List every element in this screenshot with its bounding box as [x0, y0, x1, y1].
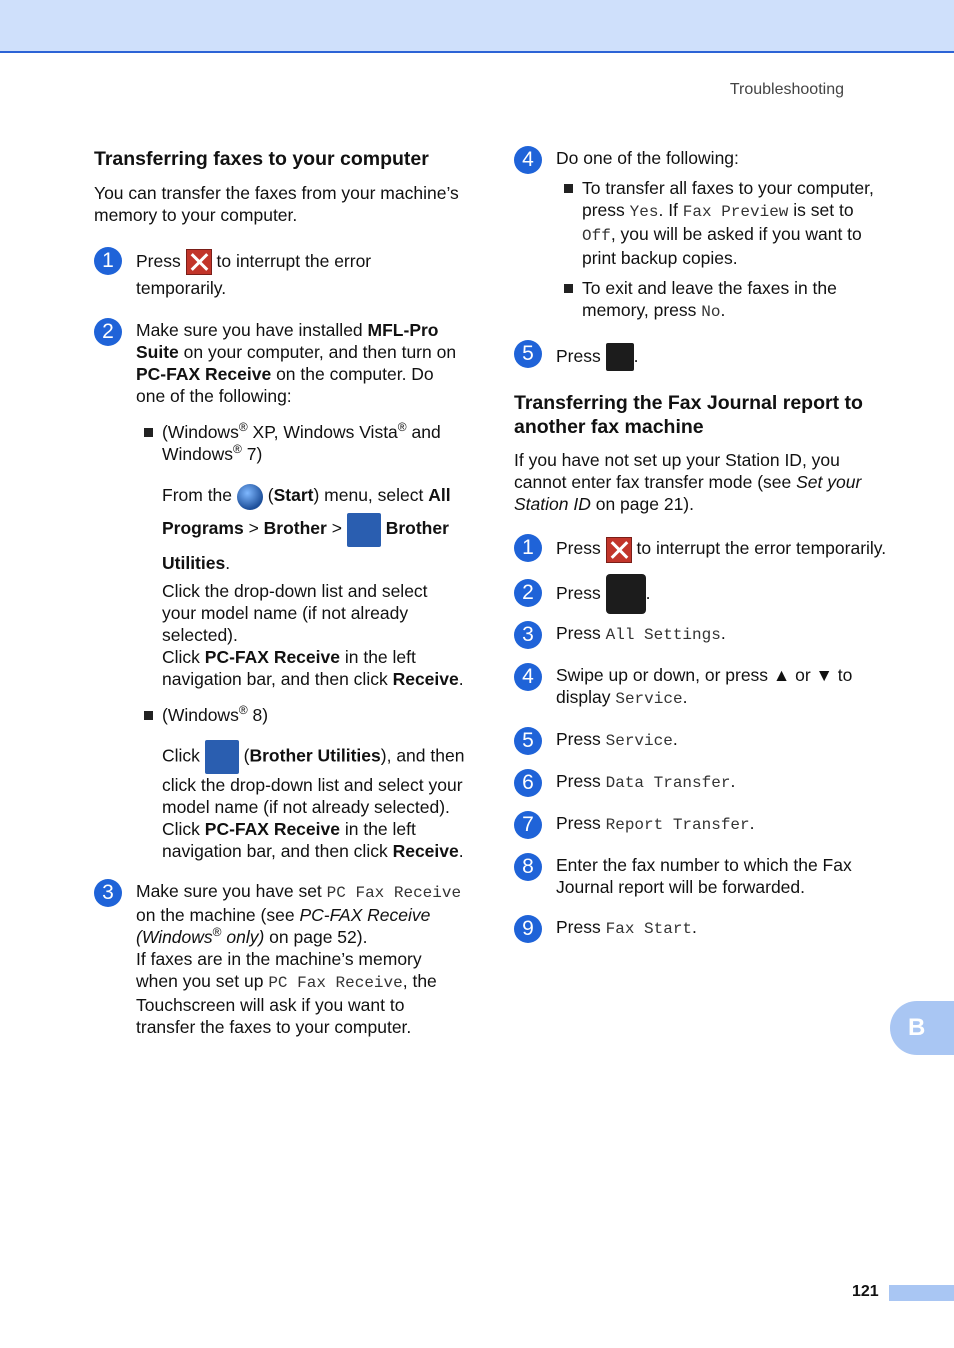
step-2: 2 Make sure you have installed MFL-Pro Suite on your computer, and then turn on PC-FAX Receive on the computer. Do one of the following: (Windows® XP, Windows Vista® and Windows® 7) From the (Start) menu, select All Programs > Brother > Brother Utilities. Click the drop-down list and select your model name (if not already selected). Click PC-FAX Receive in the left navigation bar, and then click Receive. (Windows® 8) Click (Brother Utilities), and then click the drop-down list and select your model name (if not already selected). Click PC-FAX Receive in the left navigation bar, and then click Receive. [94, 319, 466, 861]
bullet-exit: To exit and leave the faxes in the memory, press No. [562, 277, 889, 323]
page-number-bar [889, 1285, 954, 1301]
cancel-x-icon [186, 249, 212, 275]
journal-step-9: 9 Press Fax Start. [514, 916, 889, 940]
brother-utilities-icon [205, 740, 239, 774]
journal-step-3: 3 Press All Settings. [514, 622, 889, 646]
journal-step-4: 4 Swipe up or down, or press ▲ or ▼ to display Service. [514, 664, 889, 710]
right-column [514, 147, 889, 940]
intro-paragraph: If you have not set up your Station ID, you cannot enter fax transfer mode (see Set your Station ID on page 21). [514, 450, 862, 515]
step-number: 4 [514, 146, 542, 174]
bullet-windows-8: (Windows® 8) Click (Brother Utilities), and then click the drop-down list and select your model name (if not already selected). Click PC-FAX Receive in the left navigation bar, and then click Receive. [142, 704, 466, 862]
step-number: 3 [94, 879, 122, 907]
intro-paragraph: You can transfer the faxes from your machine’s memory to your computer. [94, 183, 459, 225]
step-5: 5 Press . [514, 341, 889, 371]
journal-step-7: 7 Press Report Transfer. [514, 812, 889, 836]
tools-icon [606, 574, 646, 614]
bullet-windows-7: (Windows® XP, Windows Vista® and Windows® 7) From the (Start) menu, select All Programs > Brother > Brother Utilities. Click the drop-down list and select your model name (if not already selected). Click PC-FAX Receive in the left navigation bar, and then click Receive. [142, 421, 466, 689]
journal-step-5: 5 Press Service. [514, 728, 889, 752]
running-title: Troubleshooting [729, 81, 844, 98]
journal-step-1: 1 Press to interrupt the error temporarily. [514, 535, 889, 562]
step-1: 1 Press to interrupt the error temporarily. [94, 248, 466, 301]
step-number: 5 [514, 340, 542, 368]
windows-start-icon [237, 484, 263, 510]
left-column [94, 147, 466, 1038]
section-heading: Transferring faxes to your computer [94, 148, 429, 170]
home-icon [606, 343, 634, 371]
step-4: 4 Do one of the following: To transfer all faxes to your computer, press Yes. If Fax Preview is set to Off, you will be asked if you want to print backup copies. To exit and leave the faxes in the memory, press No. [514, 147, 889, 323]
bullet-transfer-all: To transfer all faxes to your computer, press Yes. If Fax Preview is set to Off, you will be asked if you want to print backup copies. [562, 177, 889, 269]
page-number: 121 [852, 1283, 879, 1300]
chapter-tab: B [890, 1001, 954, 1055]
journal-step-6: 6 Press Data Transfer. [514, 770, 889, 794]
step-number: 2 [94, 318, 122, 346]
step-number: 1 [94, 247, 122, 275]
cancel-x-icon [606, 537, 632, 563]
brother-utilities-icon [347, 513, 381, 547]
journal-step-8: 8 Enter the fax number to which the Fax Journal report will be forwarded. [514, 854, 889, 898]
journal-step-2: 2 Press . [514, 573, 889, 614]
header-band [0, 0, 954, 53]
section-heading: Transferring the Fax Journal report to another fax machine [514, 392, 863, 439]
step-3: 3 Make sure you have set PC Fax Receive on the machine (see PC-FAX Receive (Windows® only) on page 52). If faxes are in the machine’s memory when you set up PC Fax Receive, the Touchscreen will ask if you want to transfer the faxes to your computer. [94, 880, 466, 1038]
